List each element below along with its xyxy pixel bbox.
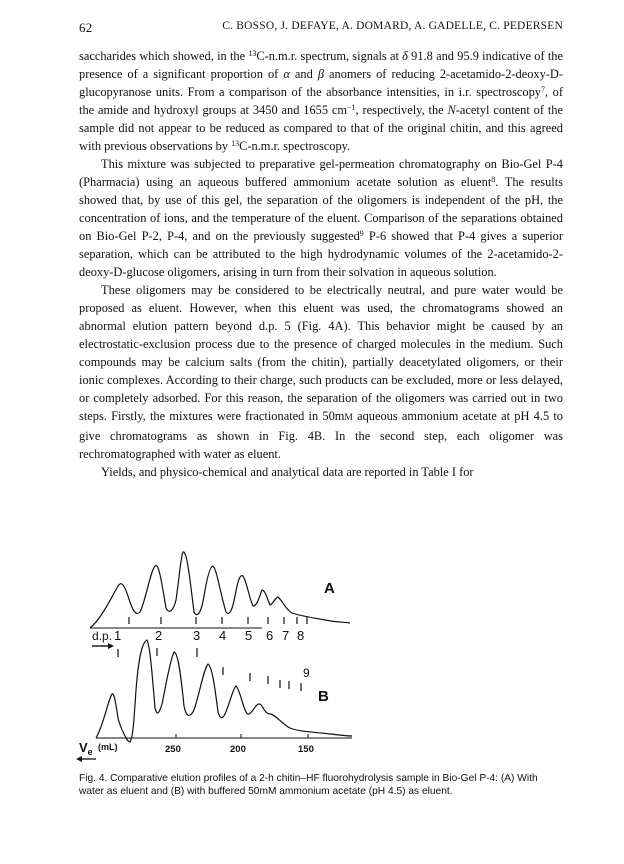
dp-nine-label: 9 <box>303 666 310 680</box>
figure-caption <box>79 772 563 798</box>
ve-tick-labels <box>165 744 314 755</box>
trace-b-label: B <box>318 688 329 705</box>
trace-b-curve <box>96 640 352 742</box>
dp-number-1: 1 <box>114 628 122 643</box>
trace-a-curve <box>90 552 350 628</box>
paragraph-4: Yields, and physico-chemical and analytical data are reported in Table I for <box>101 465 474 479</box>
caption-label: Fig. 4. <box>79 773 108 784</box>
trace-b <box>96 640 352 742</box>
ve-axis-label: $V_e$ <box>79 740 93 757</box>
trace-a <box>90 552 350 628</box>
ve-arrowhead-icon <box>76 756 82 762</box>
ve-tick-250: 250 <box>165 744 181 755</box>
dp-markers-a <box>129 616 307 624</box>
ve-tick-200: 200 <box>230 744 246 755</box>
page-number: 62 <box>79 20 93 35</box>
dp-number-4: 4 <box>219 628 227 643</box>
dp-numbers <box>114 628 304 643</box>
paragraph-2: This mixture was subjected to preparative gel-permeation chromatography on Bio-Gel P-4 (Pharmacia) using an aqueous buffered ammonium acetate solution as eluent$^8$. The results showed that, by use of this gel, the separation of the oligomers is independent of the pH, the concentration of ions, and the temperature of the eluent. Comparison of the separations obtained on Bio-Gel P-2, P-4, and on the previously suggested$^9$ P-6 showed that P-4 gives a superior separation, which can be attributed to the high hydrodynamic volumes of the 2-acetamido-2-deoxy-D-glucose oligomers, arising in turn from their solvation in aqueous solution. <box>79 157 563 279</box>
ve-axis-ticks <box>176 734 308 738</box>
dp-number-6: 6 <box>266 628 274 643</box>
dp-axis-label: d.p. <box>92 629 113 643</box>
dp-number-2: 2 <box>155 628 163 643</box>
ve-unit-label: (mL) <box>98 742 118 752</box>
trace-a-label: A <box>324 580 335 597</box>
dp-number-3: 3 <box>193 628 201 643</box>
dp-arrowhead-icon <box>108 643 114 649</box>
caption-text: Comparative elution profiles of a 2-h chitin–HF fluorohydrolysis sample in Bio-Gel P-4: (A) With water as eluent and (B) with buffered 50mM ammonium acetate (pH 4.5) as eluent. <box>79 773 538 797</box>
dp-markers-b <box>118 648 301 691</box>
running-header-authors: C. BOSSO, J. DEFAYE, A. DOMARD, A. GADELLE, C. PEDERSEN <box>222 20 563 32</box>
dp-number-8: 8 <box>297 628 305 643</box>
ve-tick-150: 150 <box>298 744 314 755</box>
dp-number-7: 7 <box>282 628 290 643</box>
paragraph-3: These oligomers may be considered to be electrically neutral, and pure water would be proposed as eluent. However, when this eluent was used, the chromatograms showed an abnormal elution pattern beyond d.p. 5 (Fig. 4A). This behavior might be caused by an electrostatic-exclusion process due to the presence of charged molecules in the medium. Such compounds may be calcium salts (from the chitin), partially deacetylated oligomers, or their ionic complexes. According to their charge, such products can be excluded, more or less delayed, or completely adsorbed. For this reason, the separation of the oligomers was carried out in two steps. Firstly, the mixtures were fractionated in 50mM aqueous ammonium acetate at pH 4.5 to give chromatograms as shown in Fig. 4B. In the second step, each oligomer was rechromatographed with water as eluent. <box>79 283 563 461</box>
paragraph-1: saccharides which showed, in the $^{13}$C-n.m.r. spectrum, signals at δ 91.8 and 95.9 indicative of the presence of a significant proportion of α and β anomers of reducing 2-acetamido-2-deoxy-D-glucopyranose units. From a comparison of the absorbance intensities, in i.r. spectroscopy$^7$, of the amide and hydroxyl groups at 3450 and 1655 $cm^{-1}$, respectively, the N-acetyl content of the sample did not appear to be reduced as compared to that of the original chitin, and this agreed with previous observations by $^{13}$C-n.m.r. spectroscopy. <box>79 49 563 153</box>
dp-number-5: 5 <box>245 628 253 643</box>
